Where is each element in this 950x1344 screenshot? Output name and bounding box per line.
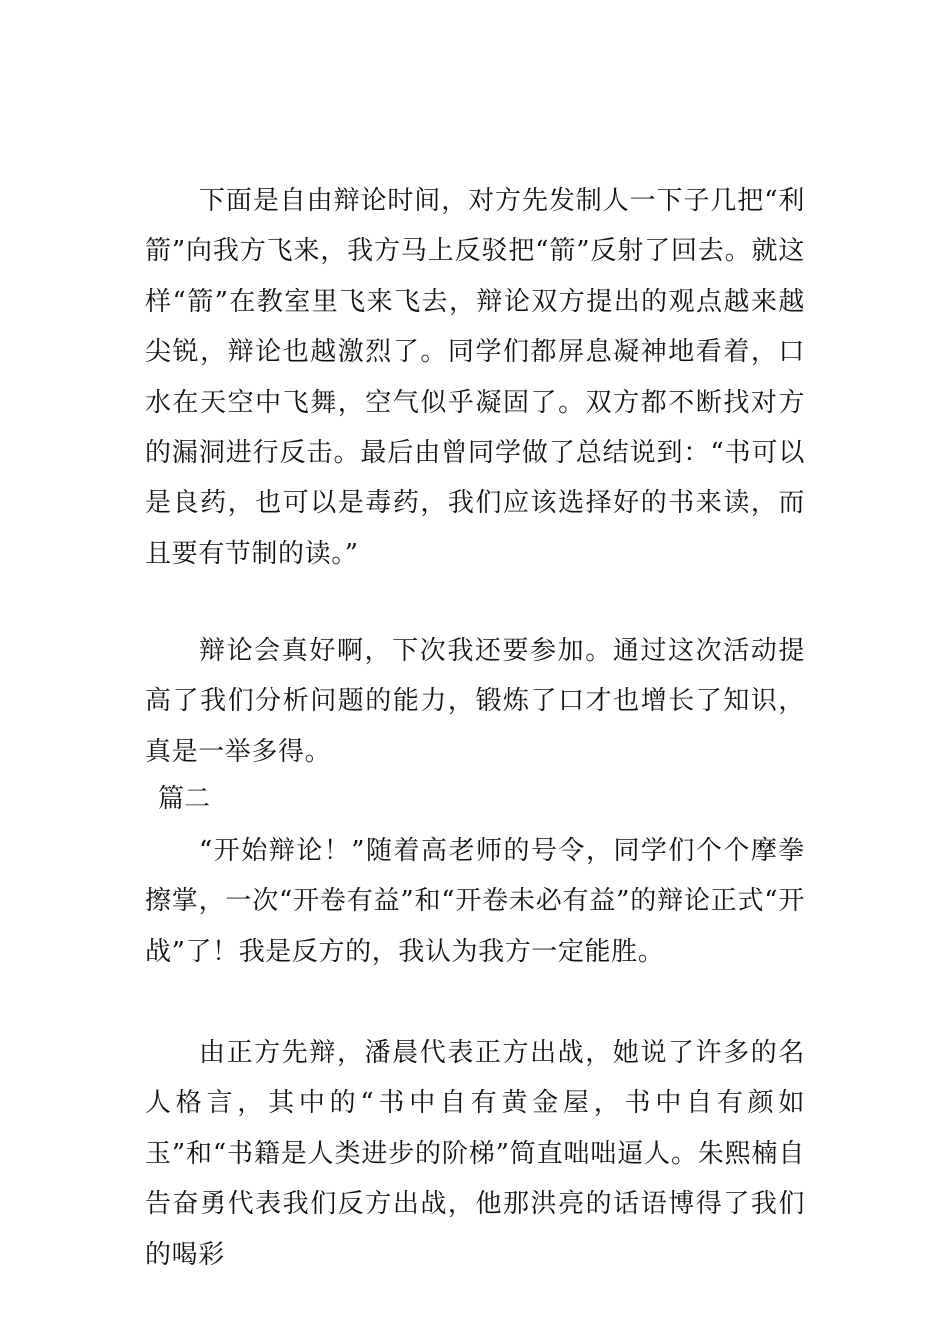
paragraph-text: 下面是自由辩论时间，对方先发制人一下子几把“利箭”向我方飞来，我方马上反驳把“箭”反射了回去。就这样“箭”在教室里飞来飞去，辩论双方提出的观点越来越尖锐，辩论也越激烈了。同学们都屏息凝神地看着，口水在天空中飞舞，空气似乎凝固了。双方都不断找对方的漏洞进行反击。最后由曾同学做了总结说到：“书可以是良药，也可以是毒药，我们应该选择好的书来读，而且要有节制的读。” — [145, 186, 805, 569]
paragraph-text: 由正方先辩，潘晨代表正方出战，她说了许多的名人格言，其中的“书中自有黄金屋，书中自有颜如玉”和“书籍是人类进步的阶梯”简直咄咄逼人。朱熙楠自告奋勇代表我们反方出战，他那洪亮的话语博得了我们的喝彩 — [145, 1038, 805, 1270]
section-heading: 篇二 — [158, 784, 211, 814]
paragraph-conclusion — [145, 626, 805, 777]
paragraph-positive-side — [145, 1028, 805, 1280]
paragraph-text: “开始辩论！”随着高老师的号令，同学们个个摩拳擦掌，一次“开卷有益”和“开卷未必有益”的辩论正式“开战”了！我是反方的，我认为我方一定能胜。 — [145, 836, 805, 967]
paragraph-text: 辩论会真好啊，下次我还要参加。通过这次活动提高了我们分析问题的能力，锻炼了口才也增长了知识，真是一举多得。 — [145, 636, 805, 767]
paragraph-free-debate — [145, 176, 805, 579]
paragraph-debate-start — [145, 826, 805, 977]
